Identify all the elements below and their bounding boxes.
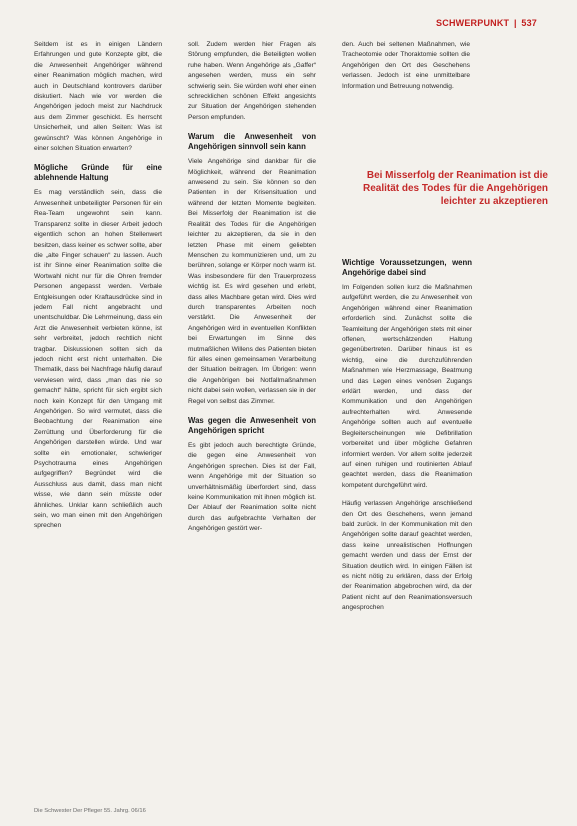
column-right-intro xyxy=(342,40,470,92)
page-number: 537 xyxy=(521,18,537,28)
paragraph: soll. Zudem werden hier Fragen als Störung empfunden, die Beteiligten wollen ruhe haben. Wenn Angehörige als „Gaffer“ angesehen werden, muss ein sehr schwierig sein. Sie würden wohl eher einen schrecklichen schönen Effekt angesichts zur Situation der Angehörigen stehenden Person empfunden. xyxy=(188,41,316,121)
subheading: Wichtige Voraussetzungen, wenn Angehörige dabei sind xyxy=(342,258,472,277)
paragraph: den. Auch bei seltenen Maßnahmen, wie Tracheotomie oder Thoraktomie sollten die Angehörigen den Ort des Geschehens verlassen. Jedoch ist eine unmittelbare Information und Betreuung notwendig. xyxy=(342,41,470,90)
column-right-body xyxy=(342,258,472,614)
paragraph: Seitdem ist es in einigen Ländern Erfahrungen und gute Konzepte gibt, die die Anwesenheit Angehöriger während einer Reanimation möglich machen, wird auch in Deutschland kontrovers darüber diskutiert. Nach wie vor werden die Angehörigen jedoch meist zur Nachdruck aus dem Zimmer geschickt. Es herrscht Unsicherheit, und allen Seiten: Was ist gewünscht? Was können Angehörige in einer solchen Situation erwarten? xyxy=(34,41,162,153)
column-middle xyxy=(188,40,316,535)
pull-quote: Bei Misserfolg der Reanimation ist die Realität des Todes für die Angehörigen leichter zu akzeptieren xyxy=(362,170,548,207)
running-header xyxy=(436,18,537,28)
paragraph: Es mag verständlich sein, dass die Anwesenheit unbeteiligter Personen für ein Rea-Team ungewohnt sein kann. Transparenz sollte in dieser Arbeit jedoch eigentlich schon an hohen Stellenwert besitzen, dass keiner es schwer sollte, aber die „alte Finger schauen“ zu lassen. Auch ist ihr Sinne einer Reanimation sollte die Wortwahl nicht nur für die Ohren fremder Personen angepasst werden. Verbale Entgleisungen oder Kraftausdrücke sind in jedem Fall nicht angebracht und unentschuldbar. Die Lehrmeinung, dass ein Arzt die Anwesenheit verbieten könne, ist sehr verbreitet, jedoch rechtlich nicht tragbar. Diskussionen sollten sich da jedoch nicht erst nicht unterhalten. Die Thematik, dass bei Nachfrage häufig darauf verwiesen wird, dass „man das nie so gemacht“ hätte, spricht für sich ergibt sich noch kein Konzept für den Umgang mit Angehörigen. So wird vermutet, dass die Beobachtung der Reanimation eine Zerrüttung und Überforderung für die Angehörigen darstellen würde. Und war sollte ein emotionaler, schwieriger Psychotrauma eines Angehörigen aufgegriffen? Begründet wird die Ausschluss aus damit, dass man nicht wisse, wie dann sein müsste oder ähnliches. Unklar kann schließlich auch sein, wo man einen mit den Angehörigen sprechen xyxy=(34,189,162,530)
paragraph: Viele Angehörige sind dankbar für die Möglichkeit, während der Reanimation anwesend zu sein. Sie können so den Patienten in der Krisensituation und während der letzten Momente begleiten. Bei Misserfolg der Reanimation ist die Realität des Todes für die Angehörigen leichter zu akzeptieren, da sie in den letzten Phase mit einem geliebten Menschen zu kommunizieren und, um zu berühren, solange er Körper noch warm ist. Was insbesondere für den Trauerprozess wichtig ist. Es wird gesehen und erlebt, dass alles Machbare getan wird. Dies wird durch transparentes Arbeiten noch verstärkt. Die Anwesenheit der Angehörigen wird in eventuellen Konflikten bei Erwartungen im Sinne des mutmaßlichen Willens des Patienten bieten für alles einen gemeinsamen Verarbeitung der Situation beitragen. Im Übrigen: wenn die Angehörigen bei Notfallmaßnahmen nicht dabei sein wollen, verlassen sie in der Regel von selbst das Zimmer. xyxy=(188,158,316,405)
subheading: Was gegen die Anwesenheit von Angehörigen spricht xyxy=(188,416,316,435)
page-footer: Die Schwester Der Pfleger 55. Jahrg. 06/16 xyxy=(34,808,146,814)
column-left xyxy=(34,40,162,532)
paragraph: Häufig verlassen Angehörige anschließend den Ort des Geschehens, wenn jemand bald zurück. In der Kommunikation mit den Angehörigen sollte darauf geachtet werden, dass keine unrealistischen Hoffnungen gemacht werden und dass der Ernst der Situation deutlich wird. In einigen Fällen ist es nicht nötig zu erklären, dass der Erfolg der Reanimation abgebrochen wird, da der Patient nicht auf den Reanimationsversuch angesprochen xyxy=(342,500,472,612)
header-separator: | xyxy=(513,18,517,28)
paragraph: Im Folgenden sollen kurz die Maßnahmen aufgeführt werden, die zu Anwesenheit von Angehörigen während einer Reanimation erforderlich sind. Zunächst sollte die Teamleitung der Angehörigen stets mit einer offenen, wertschätzenden Haltung gegenübertreten. Darüber hinaus ist es wichtig, eine die durchzuführenden Maßnahmen wie Herzmassage, Beatmung und das Legen eines venösen Zugangs erklärt werden, und dass der Kommunikation und den Angehörigen aufrechterhalten wird. Anwesende Angehörige sollten auch auf eventuelle Begleiterscheinungen wie Defibrillation vorbereitet und über mögliche Gefahren informiert werden. Vor allem sollte jederzeit auf einen ruhigen und routinierten Ablauf geachtet werden, dass die Reanimation kompetent durchgeführt wird. xyxy=(342,284,472,489)
subheading: Mögliche Gründe für eine ablehnende Haltung xyxy=(34,163,162,183)
subheading: Warum die Anwesenheit von Angehörigen sinnvoll sein kann xyxy=(188,132,316,152)
paragraph: Es gibt jedoch auch berechtigte Gründe, die gegen eine Anwesenheit von Angehörigen sprechen. Dies ist der Fall, wenn Angehörige mit der Situation so unverhältnismäßig überfordert sind, dass keine Kommunikation mit ihnen möglich ist. Der Ablauf der Reanimation sollte nicht durch das aufgebrachte Verhalten der Angehörigen gestört wer- xyxy=(188,442,316,533)
section-title: SCHWERPUNKT xyxy=(436,18,510,28)
